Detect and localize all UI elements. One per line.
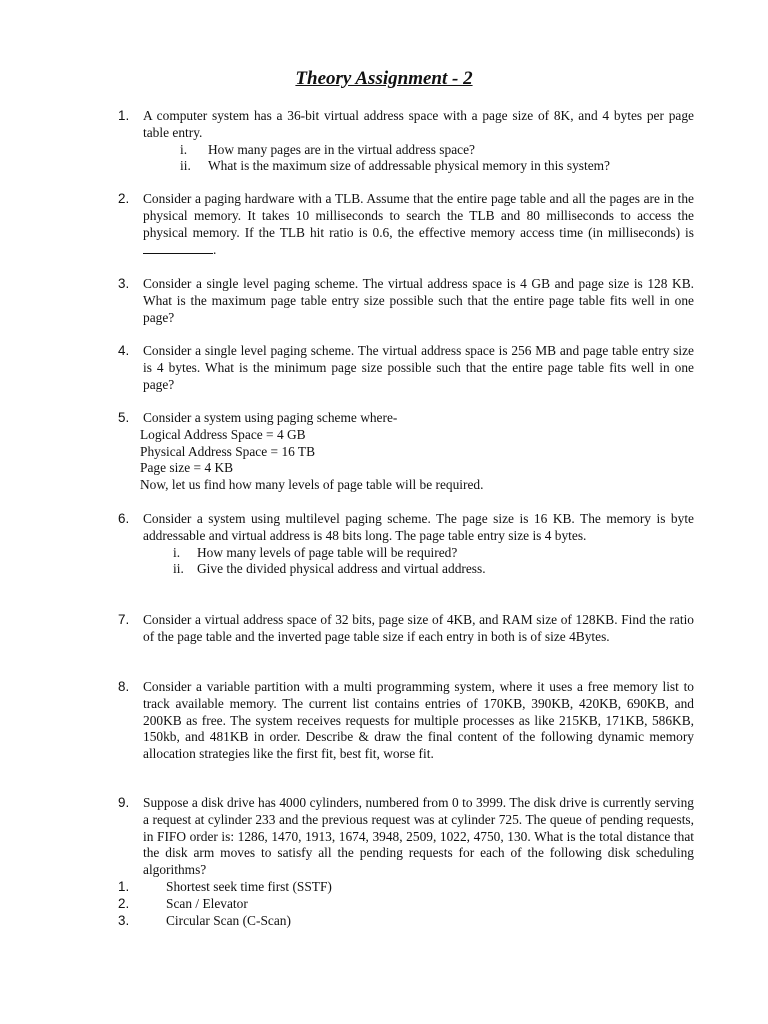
question-5 [118,410,694,494]
sub-item-text: Scan / Elevator [166,895,248,911]
question-text: Consider a single level paging scheme. The virtual address space is 4 GB and page size is 128 KB. What is the maximum page table entry size possible such that the entire page table fits well in one page? [143,276,694,325]
question-text: Consider a virtual address space of 32 bits, page size of 4KB, and RAM size of 128KB. Find the ratio of the page table and the inverted page table size if each entry in both is of size 4Bytes. [143,612,694,644]
sub-item-marker: i. [173,544,181,560]
sub-item-marker: ii. [180,158,191,174]
question-number: 2. [118,191,130,206]
question-text: Consider a variable partition with a multi programming system, where it uses a free memory list to track available memory. The current list contains entries of 170KB, 390KB, 420KB, 690KB, and 200KB as free. The system receives requests for multiple processes as like 215KB, 171KB, 586KB, 150kb, and 481KB in order. Describe & draw the final content of the following dynamic memory allocation strategies like the first fit, best fit, worse fit. [143,679,694,762]
question-line: Physical Address Space = 16 TB [140,443,316,459]
sub-item-text: How many pages are in the virtual address space? [208,141,475,157]
question-4 [118,343,694,393]
sub-item [173,561,694,578]
question-text: A computer system has a 36-bit virtual address space with a page size of 8K, and 4 bytes per page table entry. [143,108,694,140]
question-line: Logical Address Space = 4 GB [140,426,306,442]
sub-item [173,545,694,562]
question-text: Consider a single level paging scheme. The virtual address space is 256 MB and page table entry size is 4 bytes. What is the minimum page size possible such that the entire page table fits well in one page? [143,343,694,392]
question-number: 9. [118,795,130,810]
question-number: 7. [118,612,130,627]
question-text-end: . [213,242,217,258]
question-number: 5. [118,410,130,425]
question-text [143,191,694,259]
question-6 [118,511,694,578]
question-number: 8. [118,679,130,694]
sub-item-marker: 2. [118,895,130,911]
question-9 [118,795,694,929]
question-text: Consider a system using multilevel paging scheme. The page size is 16 KB. The memory is byte addressable and virtual address is 48 bits long. The page table entry size is 4 bytes. [143,511,694,543]
question-number: 3. [118,276,130,291]
sub-item [118,879,694,896]
sub-item-text: Give the divided physical address and virtual address. [197,561,486,577]
answer-blank [143,241,213,254]
sub-item-text: What is the maximum size of addressable physical memory in this system? [208,158,611,174]
question-text: Suppose a disk drive has 4000 cylinders, numbered from 0 to 3999. The disk drive is currently serving a request at cylinder 233 and the previous request was at cylinder 725. The queue of pending requests, in FIFO order is: 1286, 1470, 1913, 1674, 3948, 2509, 1022, 4750, 130. What is the total distance that the disk arm moves to satisfy all the pending requests for each of the following disk scheduling algorithms? [143,795,694,878]
sub-item-text: Circular Scan (C-Scan) [166,912,291,928]
question-2 [118,191,694,259]
question-text: Consider a system using paging scheme where- [143,410,398,425]
question-line: Now, let us find how many levels of page table will be required. [140,477,484,493]
sub-item [118,896,694,913]
question-7 [118,612,694,646]
question-1 [118,108,694,175]
page-title: Theory Assignment - 2 [295,68,473,89]
sub-item-text: Shortest seek time first (SSTF) [166,878,332,894]
question-number: 4. [118,343,130,358]
sub-item [118,913,694,930]
sub-item-marker: 3. [118,912,130,928]
sub-item-marker: ii. [173,561,184,577]
sub-item-text: How many levels of page table will be required? [197,544,458,560]
question-line: Page size = 4 KB [140,460,234,476]
sub-item [180,142,694,159]
sub-item-marker: 1. [118,878,130,894]
sub-item [180,158,694,175]
question-8 [118,679,694,763]
sub-item-marker: i. [180,141,188,157]
question-3 [118,276,694,326]
question-number: 6. [118,511,130,526]
question-number: 1. [118,108,130,123]
question-text-main: Consider a paging hardware with a TLB. Assume that the entire page table and all the pages are in the physical memory. It takes 10 milliseconds to search the TLB and 80 milliseconds to access the physical memory. If the TLB hit ratio is 0.6, the effective memory access time (in milliseconds) is [143,191,694,240]
